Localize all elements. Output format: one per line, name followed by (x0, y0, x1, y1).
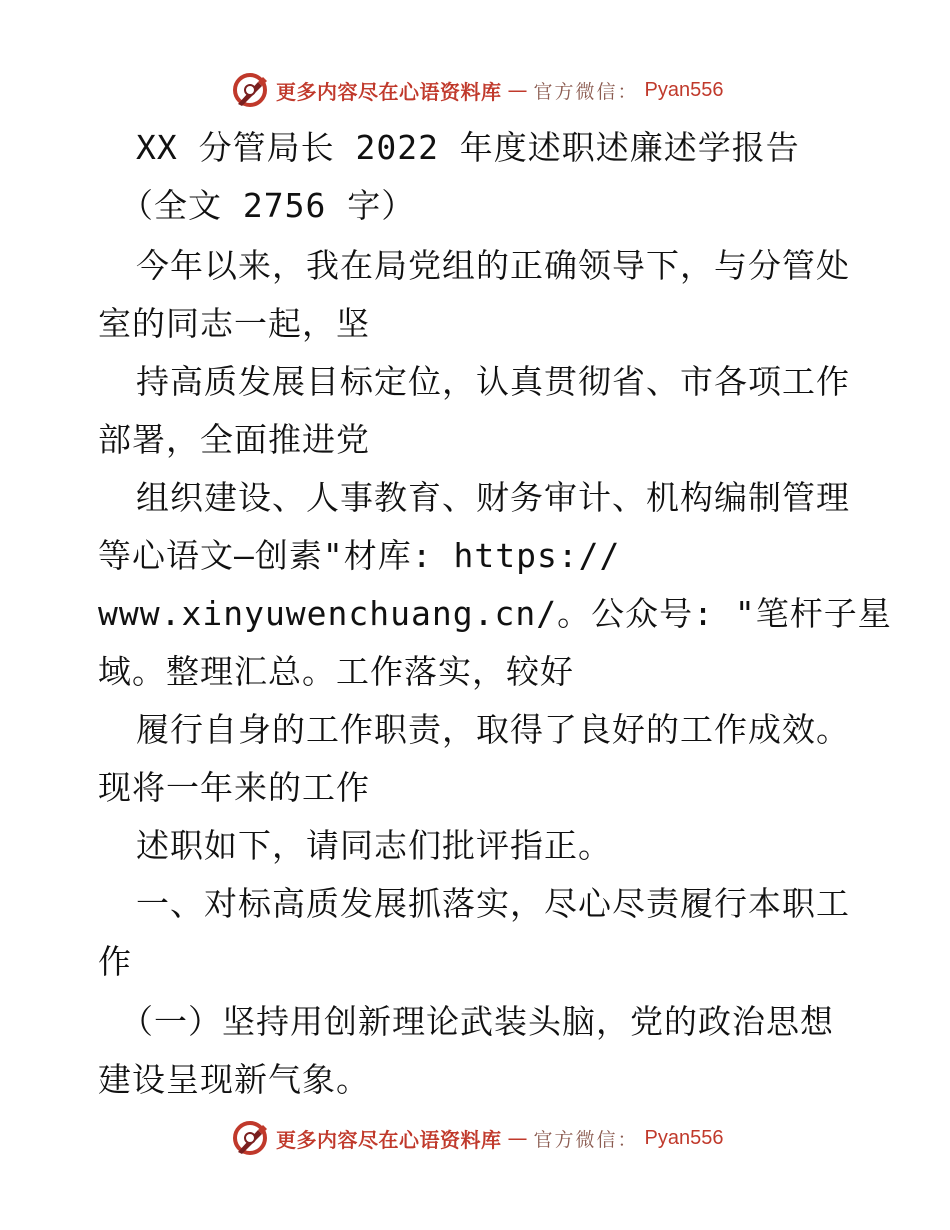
watermark-wechat-label: 官方微信： (533, 80, 639, 103)
watermark-wechat-id: Pyan556 (644, 1126, 724, 1149)
paragraph-line: 等心语文—创素"材库: https:// (98, 536, 621, 575)
paragraph-line: 现将一年来的工作 (98, 768, 370, 807)
watermark-wechat-label: 官方微信： (533, 1128, 639, 1151)
pen-logo-icon (230, 1118, 270, 1158)
watermark-text: 更多内容尽在心语资料库 (276, 1127, 502, 1152)
paragraph-line: 履行自身的工作职责，取得了良好的工作成效。 (136, 710, 850, 749)
subsection-heading: （一）坚持用创新理论武装头脑，党的政治思想 (120, 1002, 834, 1041)
watermark-dash: — (507, 1126, 528, 1150)
pen-logo-icon (230, 70, 270, 110)
paragraph-line: 室的同志一起，坚 (98, 304, 370, 343)
paragraph-line: 部署，全面推进党 (98, 420, 370, 459)
section-heading-continued: 作 (98, 942, 132, 981)
header-watermark (230, 70, 723, 110)
paragraph-line: 域。整理汇总。工作落实，较好 (98, 652, 574, 691)
paragraph-line: 组织建设、人事教育、财务审计、机构编制管理 (136, 478, 850, 517)
watermark-dash: — (507, 78, 528, 102)
footer-watermark (230, 1118, 723, 1158)
paragraph-line: 今年以来，我在局党组的正确领导下，与分管处 (136, 246, 850, 285)
paragraph-line: www.xinyuwenchuang.cn/。公众号: "笔杆子星 (98, 594, 892, 633)
paragraph-line: 述职如下，请同志们批评指正。 (136, 826, 612, 865)
section-heading: 一、对标高质发展抓落实，尽心尽责履行本职工 (136, 884, 850, 923)
document-subtitle: （全文 2756 字） (120, 186, 416, 225)
paragraph-line: 持高质发展目标定位，认真贯彻省、市各项工作 (136, 362, 850, 401)
document-title: XX 分管局长 2022 年度述职述廉述学报告 (136, 128, 800, 167)
subsection-heading-continued: 建设呈现新气象。 (98, 1060, 370, 1099)
watermark-text: 更多内容尽在心语资料库 (276, 79, 502, 104)
watermark-wechat-id: Pyan556 (644, 78, 724, 101)
